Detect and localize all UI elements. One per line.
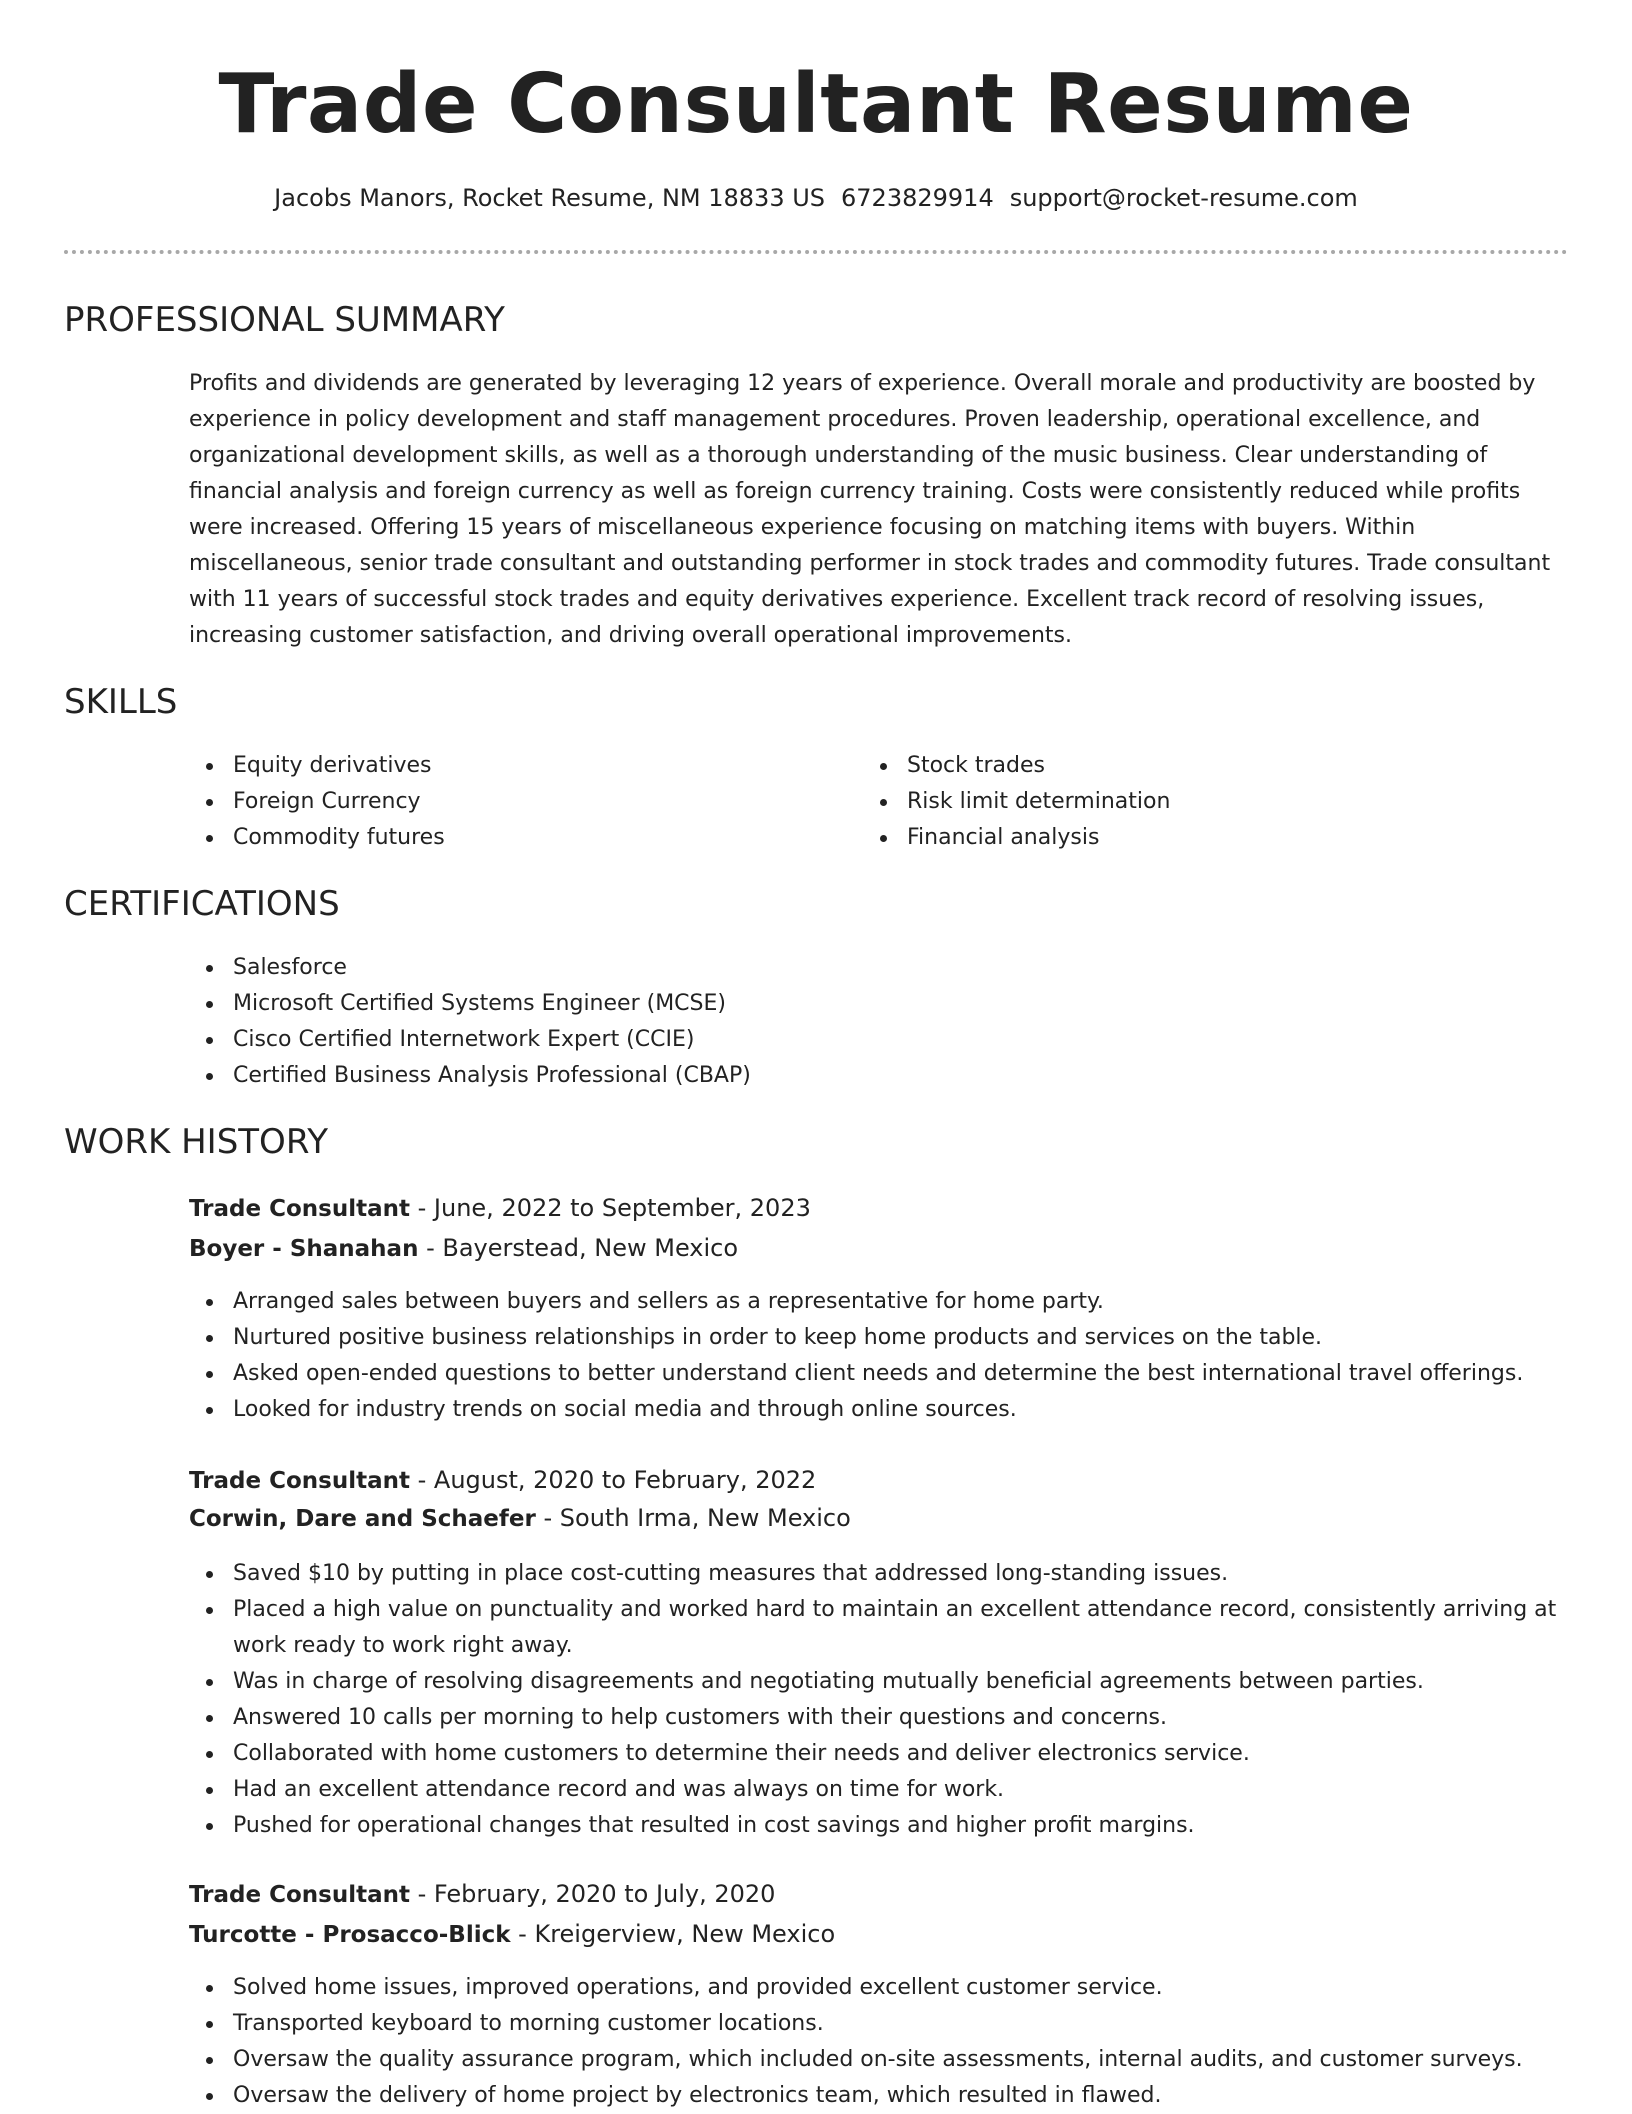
job-location: - South Irma, New Mexico <box>543 1504 851 1532</box>
certification-item: Certified Business Analysis Professional (CBAP) <box>189 1058 1559 1094</box>
job-bullet: Pushed for operational changes that resulted in cost savings and higher profit margins. <box>189 1808 1559 1844</box>
contact-phone: 6723829914 <box>841 184 994 212</box>
page-title: Trade Consultant Resume <box>218 57 1414 152</box>
contact-address: Jacobs Manors, Rocket Resume, NM 18833 US <box>274 184 826 212</box>
contact-info <box>0 180 1632 216</box>
job-bullet: Transported keyboard to morning customer locations. <box>189 2006 1559 2042</box>
job-bullet: Solved home issues, improved operations, and provided excellent customer service. <box>189 1970 1559 2006</box>
job-company-line <box>189 1916 835 1953</box>
job-bullet: Oversaw the delivery of home project by electronics team, which resulted in flawed. <box>189 2078 1559 2114</box>
job-location: - Bayerstead, New Mexico <box>426 1234 739 1262</box>
job-bullet: Placed a high value on punctuality and worked hard to maintain an excellent attendance record, consistently arriving at work ready to work right away. <box>189 1592 1559 1664</box>
job-dates: - February, 2020 to July, 2020 <box>417 1880 776 1908</box>
certification-item: Microsoft Certified Systems Engineer (MCSE) <box>189 986 1559 1022</box>
work-history-heading: WORK HISTORY <box>64 1122 329 1162</box>
job-dates: - August, 2020 to February, 2022 <box>417 1466 817 1494</box>
skills-list-right <box>863 748 1503 856</box>
skill-item: Financial analysis <box>863 820 1503 856</box>
job-bullets <box>189 1556 1559 1844</box>
job-bullets <box>189 1970 1559 2114</box>
job-bullet: Looked for industry trends on social media and through online sources. <box>189 1392 1559 1428</box>
job-title: Trade Consultant <box>189 1196 410 1222</box>
job-location: - Kreigerview, New Mexico <box>518 1920 836 1948</box>
job-title-line <box>189 1462 816 1499</box>
contact-email: support@rocket-resume.com <box>1009 184 1358 212</box>
skill-item: Equity derivatives <box>189 748 829 784</box>
job-company: Corwin, Dare and Schaefer <box>189 1506 536 1532</box>
job-bullet: Had an excellent attendance record and was always on time for work. <box>189 1772 1559 1808</box>
skills-heading: SKILLS <box>64 682 178 722</box>
skill-item: Commodity futures <box>189 820 829 856</box>
job-company: Boyer - Shanahan <box>189 1236 419 1262</box>
job-bullet: Asked open-ended questions to better understand client needs and determine the best international travel offerings. <box>189 1356 1559 1392</box>
skill-item: Risk limit determination <box>863 784 1503 820</box>
job-title: Trade Consultant <box>189 1468 410 1494</box>
job-bullet: Nurtured positive business relationships in order to keep home products and services on the table. <box>189 1320 1559 1356</box>
job-company-line <box>189 1230 738 1267</box>
job-bullet: Was in charge of resolving disagreements and negotiating mutually beneficial agreements between parties. <box>189 1664 1559 1700</box>
skill-item: Foreign Currency <box>189 784 829 820</box>
job-dates: - June, 2022 to September, 2023 <box>417 1194 811 1222</box>
job-bullets <box>189 1284 1559 1428</box>
job-bullet: Oversaw the quality assurance program, which included on-site assessments, internal audits, and customer surveys. <box>189 2042 1559 2078</box>
job-title-line <box>189 1190 811 1227</box>
certifications-list <box>189 950 1559 1094</box>
summary-text: Profits and dividends are generated by leveraging 12 years of experience. Overall morale and productivity are boosted by experience in policy development and staff management procedures. Proven leadership, operational excellence, and organizational development skills, as well as a thorough understanding of the music business. Clear understanding of financial analysis and foreign currency as well as foreign currency training. Costs were consistently reduced while profits were increased. Offering 15 years of miscellaneous experience focusing on matching items with buyers. Within miscellaneous, senior trade consultant and outstanding performer in stock trades and commodity futures. Trade consultant with 11 years of successful stock trades and equity derivatives experience. Excellent track record of resolving issues, increasing customer satisfaction, and driving overall operational improvements. <box>189 371 1551 648</box>
skill-item: Stock trades <box>863 748 1503 784</box>
job-company-line <box>189 1500 851 1537</box>
job-title: Trade Consultant <box>189 1882 410 1908</box>
skills-list-left <box>189 748 829 856</box>
header-divider <box>64 250 1568 254</box>
job-company: Turcotte - Prosacco-Blick <box>189 1922 511 1948</box>
job-bullet: Collaborated with home customers to determine their needs and deliver electronics service. <box>189 1736 1559 1772</box>
job-bullet: Arranged sales between buyers and sellers as a representative for home party. <box>189 1284 1559 1320</box>
job-bullet: Saved $10 by putting in place cost-cutting measures that addressed long-standing issues. <box>189 1556 1559 1592</box>
certifications-heading: CERTIFICATIONS <box>64 884 340 924</box>
job-bullet: Answered 10 calls per morning to help customers with their questions and concerns. <box>189 1700 1559 1736</box>
certification-item: Cisco Certified Internetwork Expert (CCIE) <box>189 1022 1559 1058</box>
job-title-line <box>189 1876 775 1913</box>
certification-item: Salesforce <box>189 950 1559 986</box>
summary-heading: PROFESSIONAL SUMMARY <box>64 300 505 340</box>
